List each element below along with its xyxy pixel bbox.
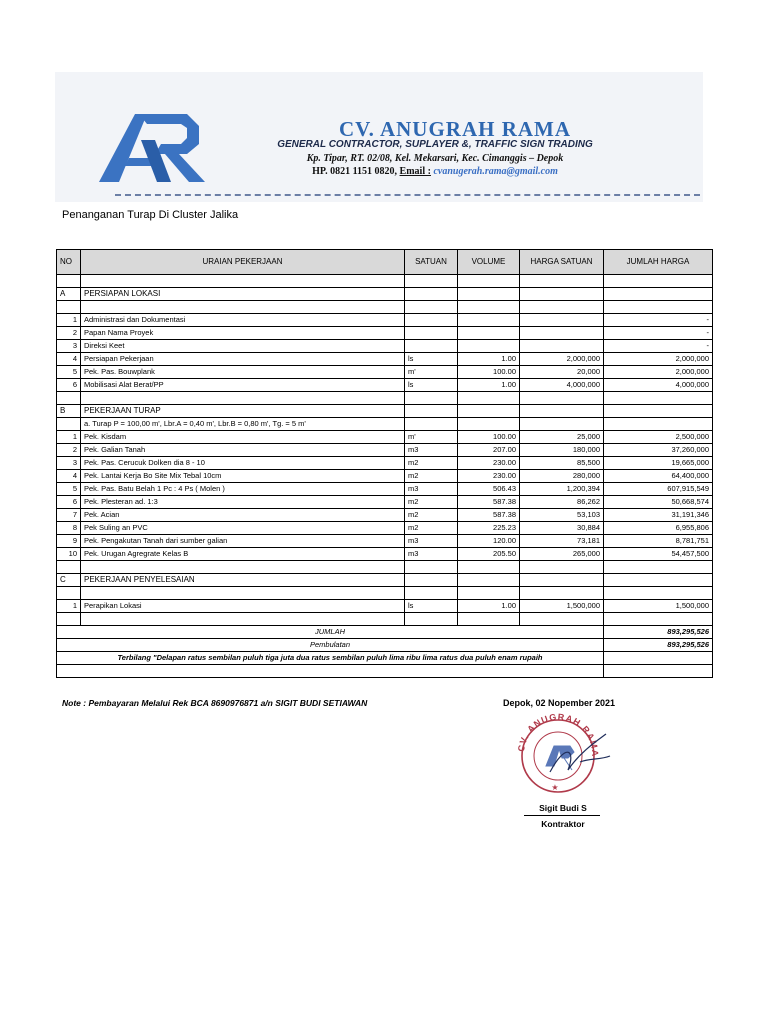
company-phone: HP. 0821 1151 0820,	[312, 166, 398, 177]
item-number: 1	[57, 314, 81, 327]
rounding-value: 893,295,526	[604, 639, 713, 652]
empty-cell	[458, 275, 520, 288]
item-unit-price	[520, 314, 604, 327]
empty-cell	[520, 561, 604, 574]
item-volume: 587.38	[458, 496, 520, 509]
project-title: Penanganan Turap Di Cluster Jalika	[62, 209, 239, 221]
empty-cell	[458, 418, 520, 431]
item-unit: ls	[405, 600, 458, 613]
item-number: 2	[57, 444, 81, 457]
item-unit-price: 85,500	[520, 457, 604, 470]
item-description: Pek. Pengakutan Tanah dari sumber galian	[81, 535, 405, 548]
blank-row	[57, 587, 713, 600]
company-tagline: GENERAL CONTRACTOR, SUPLAYER &, TRAFFIC SIGN TRADING	[277, 139, 593, 150]
table-body	[57, 275, 713, 626]
item-unit-price: 2,000,000	[520, 353, 604, 366]
signature-line	[524, 815, 600, 816]
empty-cell	[57, 301, 81, 314]
item-volume: 230.00	[458, 457, 520, 470]
empty-cell	[520, 418, 604, 431]
item-total-price: 4,000,000	[604, 379, 713, 392]
item-total-price: 8,781,751	[604, 535, 713, 548]
item-unit	[405, 340, 458, 353]
item-total-price: -	[604, 327, 713, 340]
empty-cell	[57, 392, 81, 405]
col-header-no: NO	[57, 250, 81, 275]
item-description: Pek Suling an PVC	[81, 522, 405, 535]
item-unit: ls	[405, 353, 458, 366]
item-total-price: 64,400,000	[604, 470, 713, 483]
item-unit: m3	[405, 535, 458, 548]
item-unit	[405, 327, 458, 340]
item-total-price: 2,000,000	[604, 353, 713, 366]
empty-cell	[405, 275, 458, 288]
item-unit: m2	[405, 509, 458, 522]
company-logo-icon	[95, 110, 207, 186]
blank-row	[57, 665, 713, 678]
item-number: 9	[57, 535, 81, 548]
col-header-unit-price: HARGA SATUAN	[520, 250, 604, 275]
item-description: Pek. Galian Tanah	[81, 444, 405, 457]
item-volume: 120.00	[458, 535, 520, 548]
empty-cell	[604, 405, 713, 418]
col-header-unit: SATUAN	[405, 250, 458, 275]
empty-cell	[520, 405, 604, 418]
item-number: 2	[57, 327, 81, 340]
item-unit-price: 30,884	[520, 522, 604, 535]
company-contact	[230, 166, 640, 177]
item-unit	[405, 314, 458, 327]
item-total-price: 2,000,000	[604, 366, 713, 379]
table-row	[57, 379, 713, 392]
section-title: PEKERJAAN TURAP	[81, 405, 405, 418]
item-number: 5	[57, 366, 81, 379]
empty-cell	[405, 574, 458, 587]
item-total-price: 2,500,000	[604, 431, 713, 444]
item-description: Pek. Pas. Batu Belah 1 Pc : 4 Ps ( Molen )	[81, 483, 405, 496]
item-description: Papan Nama Proyek	[81, 327, 405, 340]
empty-cell	[57, 613, 81, 626]
item-unit: ls	[405, 379, 458, 392]
item-unit: m2	[405, 496, 458, 509]
item-number: 10	[57, 548, 81, 561]
table-row	[57, 366, 713, 379]
empty-cell	[57, 418, 81, 431]
table-row	[57, 470, 713, 483]
empty-cell	[458, 587, 520, 600]
empty-cell	[458, 288, 520, 301]
empty-cell	[458, 392, 520, 405]
item-number: 1	[57, 431, 81, 444]
empty-cell	[604, 275, 713, 288]
item-description: Persiapan Pekerjaan	[81, 353, 405, 366]
blank-row	[57, 561, 713, 574]
item-unit: m3	[405, 548, 458, 561]
item-description: Pek. Urugan Agregrate Kelas B	[81, 548, 405, 561]
section-title: PEKERJAAN PENYELESAIAN	[81, 574, 405, 587]
svg-text:★: ★	[551, 783, 559, 792]
empty-cell	[57, 665, 604, 678]
signer-role: Kontraktor	[541, 819, 585, 829]
item-unit-price: 86,262	[520, 496, 604, 509]
company-email: cvanugerah.rama@gmail.com	[433, 166, 558, 177]
empty-cell	[458, 301, 520, 314]
empty-cell	[520, 587, 604, 600]
empty-cell	[57, 275, 81, 288]
bill-of-quantities-table	[56, 249, 713, 678]
item-description: Pek. Acian	[81, 509, 405, 522]
empty-cell	[604, 574, 713, 587]
section-note: a. Turap P = 100,00 m', Lbr.A = 0,40 m', Lbr.B = 0,80 m', Tg. = 5 m'	[81, 418, 405, 431]
empty-cell	[520, 613, 604, 626]
terbilang-row	[57, 652, 713, 665]
company-name: CV. ANUGRAH RAMA	[338, 117, 572, 141]
item-number: 4	[57, 470, 81, 483]
empty-cell	[458, 574, 520, 587]
item-unit-price: 25,000	[520, 431, 604, 444]
item-number: 1	[57, 600, 81, 613]
item-unit: m2	[405, 457, 458, 470]
empty-cell	[81, 587, 405, 600]
item-volume: 587.38	[458, 509, 520, 522]
table-header-row	[57, 250, 713, 275]
empty-cell	[405, 561, 458, 574]
table-row	[57, 496, 713, 509]
item-volume: 506.43	[458, 483, 520, 496]
item-description: Perapikan Lokasi	[81, 600, 405, 613]
blank-row	[57, 301, 713, 314]
blank-row	[57, 392, 713, 405]
col-header-description: URAIAN PEKERJAAN	[81, 250, 405, 275]
empty-cell	[405, 392, 458, 405]
blank-row	[57, 613, 713, 626]
item-total-price: 1,500,000	[604, 600, 713, 613]
empty-cell	[458, 405, 520, 418]
table-row	[57, 600, 713, 613]
item-volume: 225.23	[458, 522, 520, 535]
item-volume: 100.00	[458, 431, 520, 444]
table-row	[57, 509, 713, 522]
company-stamp-icon	[510, 712, 620, 796]
item-total-price: -	[604, 340, 713, 353]
empty-cell	[458, 561, 520, 574]
empty-cell	[405, 613, 458, 626]
empty-cell	[604, 587, 713, 600]
table-row	[57, 522, 713, 535]
item-unit: m'	[405, 366, 458, 379]
empty-cell	[57, 587, 81, 600]
empty-cell	[57, 561, 81, 574]
item-unit-price: 265,000	[520, 548, 604, 561]
item-volume	[458, 327, 520, 340]
item-total-price: -	[604, 314, 713, 327]
item-description: Pek. Kisdam	[81, 431, 405, 444]
item-description: Pek. Lantai Kerja Bo Site Mix Tebal 10cm	[81, 470, 405, 483]
signer-name: Sigit Budi S	[539, 803, 587, 813]
item-unit-price: 1,500,000	[520, 600, 604, 613]
table-row	[57, 535, 713, 548]
item-unit: m3	[405, 444, 458, 457]
item-volume: 1.00	[458, 379, 520, 392]
empty-cell	[405, 301, 458, 314]
empty-cell	[520, 275, 604, 288]
blank-row	[57, 275, 713, 288]
item-volume	[458, 314, 520, 327]
empty-cell	[81, 613, 405, 626]
item-description: Pek. Pas. Bouwplank	[81, 366, 405, 379]
item-number: 4	[57, 353, 81, 366]
table-row	[57, 457, 713, 470]
letterhead	[55, 72, 703, 202]
item-number: 3	[57, 340, 81, 353]
header-divider	[115, 194, 700, 196]
item-description: Pek. Pas. Cerucuk Dolken dia 8 - 10	[81, 457, 405, 470]
table-row	[57, 548, 713, 561]
empty-cell	[81, 561, 405, 574]
item-unit: m3	[405, 483, 458, 496]
item-volume: 205.50	[458, 548, 520, 561]
place-date: Depok, 02 Nopember 2021	[503, 698, 616, 708]
item-volume: 1.00	[458, 353, 520, 366]
empty-cell	[81, 301, 405, 314]
empty-cell	[405, 418, 458, 431]
table-row	[57, 444, 713, 457]
empty-cell	[520, 574, 604, 587]
item-unit-price: 4,000,000	[520, 379, 604, 392]
item-description: Pek. Plesteran ad. 1:3	[81, 496, 405, 509]
total-label: JUMLAH	[57, 626, 604, 639]
item-unit-price: 280,000	[520, 470, 604, 483]
item-unit: m'	[405, 431, 458, 444]
section-note-row	[57, 418, 713, 431]
empty-cell	[81, 275, 405, 288]
empty-cell	[405, 288, 458, 301]
empty-cell	[405, 587, 458, 600]
empty-cell	[604, 288, 713, 301]
col-header-volume: VOLUME	[458, 250, 520, 275]
item-unit-price: 73,181	[520, 535, 604, 548]
payment-note: Note : Pembayaran Melalui Rek BCA 8690976871 a/n SIGIT BUDI SETIAWAN	[62, 698, 368, 708]
item-volume	[458, 340, 520, 353]
item-unit-price: 20,000	[520, 366, 604, 379]
item-number: 7	[57, 509, 81, 522]
item-total-price: 54,457,500	[604, 548, 713, 561]
section-row	[57, 288, 713, 301]
empty-cell	[604, 392, 713, 405]
empty-cell	[604, 613, 713, 626]
table-row	[57, 340, 713, 353]
section-code: A	[57, 288, 81, 301]
item-number: 8	[57, 522, 81, 535]
table-row	[57, 431, 713, 444]
item-description: Administrasi dan Dokumentasi	[81, 314, 405, 327]
total-row	[57, 626, 713, 639]
empty-cell	[604, 418, 713, 431]
item-volume: 230.00	[458, 470, 520, 483]
section-row	[57, 405, 713, 418]
item-unit: m2	[405, 522, 458, 535]
empty-cell	[520, 301, 604, 314]
amount-in-words: Terbilang "Delapan ratus sembilan puluh tiga juta dua ratus sembilan puluh lima ribu lima ratus dua puluh enam rupaih	[57, 652, 604, 665]
section-title: PERSIAPAN LOKASI	[81, 288, 405, 301]
item-total-price: 50,668,574	[604, 496, 713, 509]
section-row	[57, 574, 713, 587]
item-total-price: 6,955,806	[604, 522, 713, 535]
table-row	[57, 314, 713, 327]
item-number: 5	[57, 483, 81, 496]
section-code: C	[57, 574, 81, 587]
item-unit-price: 53,103	[520, 509, 604, 522]
item-unit-price	[520, 340, 604, 353]
empty-cell	[405, 405, 458, 418]
empty-cell	[604, 665, 713, 678]
item-unit-price: 180,000	[520, 444, 604, 457]
item-volume: 207.00	[458, 444, 520, 457]
table-row	[57, 353, 713, 366]
item-unit-price	[520, 327, 604, 340]
table-row	[57, 327, 713, 340]
company-address: Kp. Tipar, RT. 02/08, Kel. Mekarsari, Kec. Cimanggis – Depok	[306, 153, 564, 164]
item-total-price: 31,191,346	[604, 509, 713, 522]
total-value: 893,295,526	[604, 626, 713, 639]
svg-text:CV. ANUGRAH RAMA: CV. ANUGRAH RAMA	[515, 712, 601, 758]
item-volume: 1.00	[458, 600, 520, 613]
item-total-price: 607,915,549	[604, 483, 713, 496]
item-number: 6	[57, 379, 81, 392]
item-number: 6	[57, 496, 81, 509]
empty-cell	[604, 652, 713, 665]
col-header-total-price: JUMLAH HARGA	[604, 250, 713, 275]
empty-cell	[520, 392, 604, 405]
rounding-label: Pembulatan	[57, 639, 604, 652]
empty-cell	[604, 301, 713, 314]
item-total-price: 19,665,000	[604, 457, 713, 470]
empty-cell	[604, 561, 713, 574]
item-unit: m2	[405, 470, 458, 483]
item-total-price: 37,260,000	[604, 444, 713, 457]
item-description: Mobilisasi Alat Berat/PP	[81, 379, 405, 392]
item-number: 3	[57, 457, 81, 470]
item-volume: 100.00	[458, 366, 520, 379]
rounding-row	[57, 639, 713, 652]
table-row	[57, 483, 713, 496]
email-label: Email :	[399, 166, 431, 177]
section-code: B	[57, 405, 81, 418]
item-unit-price: 1,200,394	[520, 483, 604, 496]
empty-cell	[458, 613, 520, 626]
item-description: Direksi Keet	[81, 340, 405, 353]
empty-cell	[520, 288, 604, 301]
empty-cell	[81, 392, 405, 405]
